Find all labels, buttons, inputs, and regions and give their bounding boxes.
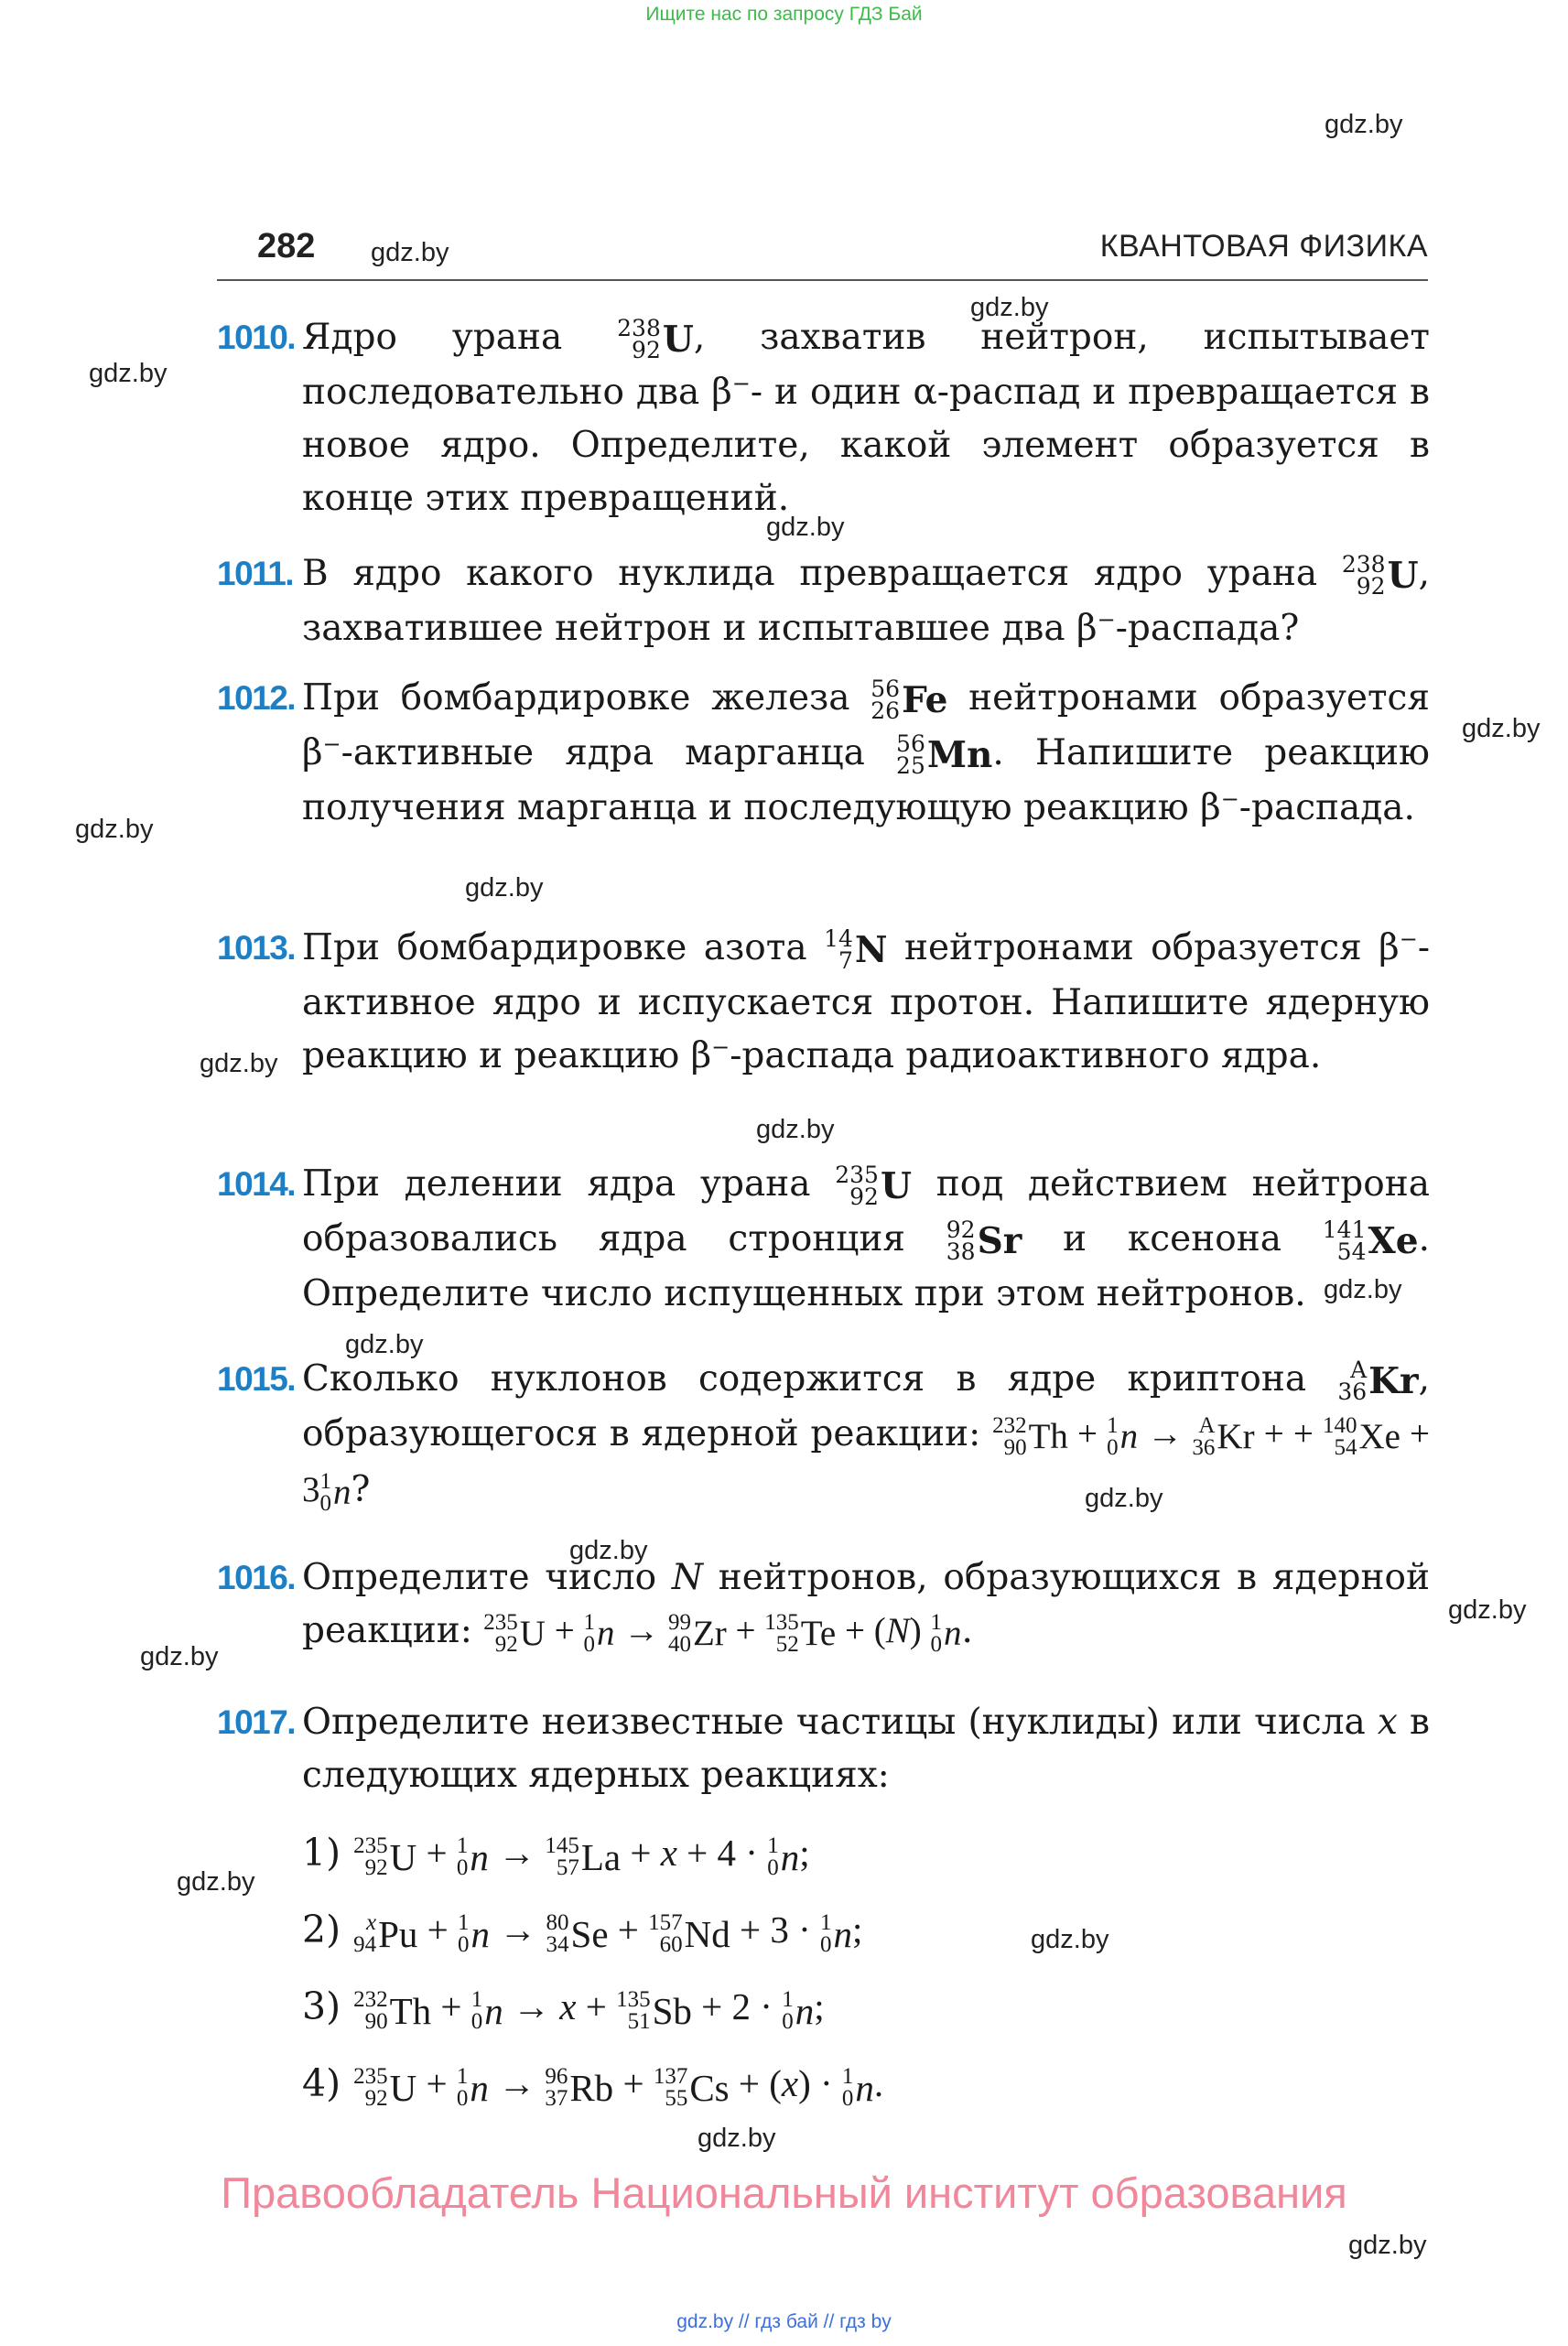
nuclide-u238: 238 92 U bbox=[617, 315, 694, 363]
problem-1017: 1017. Определите неизвестные частицы (нуклиды) или числа x в следующих ядерных реакциях: bbox=[217, 1696, 1430, 1802]
problem-number: 1014. bbox=[217, 1165, 296, 1203]
nuclide-u235: 235 92 U bbox=[835, 1162, 912, 1210]
watermark: gdz.by bbox=[1325, 110, 1403, 139]
watermark: gdz.by bbox=[1462, 714, 1541, 743]
problem-number: 1017. bbox=[217, 1703, 296, 1741]
watermark: gdz.by bbox=[1031, 1925, 1109, 1954]
nuclide-fe56: 56 26 Fe bbox=[871, 676, 948, 724]
nuclide-n14: 14 7 N bbox=[824, 925, 888, 974]
watermark: gdz.by bbox=[970, 293, 1049, 322]
nuclide-mn56: 56 25 Mn bbox=[896, 730, 993, 779]
watermark: gdz.by bbox=[697, 2124, 776, 2153]
problem-number: 1013. bbox=[217, 929, 296, 967]
problem-number: 1011. bbox=[217, 555, 294, 592]
reaction-3: 3) 232 90 Th + 1 0 n → x + 135 51 Sb + 2 · 1 0 n ; bbox=[302, 1984, 825, 2034]
equation: 232 90 Th + 1 0 n → A 36 Kr + + 140 54 Xe + 3 1 0 n bbox=[302, 1413, 1431, 1517]
problem-1013: 1013. При бомбардировке азота 14 7 N нейтронами образуется β−-активное ядро и испускается протон. Напишите ядерную реакцию и реакцию β−-распада радиоактивного ядра. bbox=[217, 922, 1430, 1083]
footer-links[interactable]: gdz.by // гдз бай // гдз by bbox=[676, 2311, 892, 2332]
problem-1015: 1015. Сколько нуклонов содержится в ядре криптона A 36 Kr , образующегося в ядерной реакции: 232 90 Th + 1 0 n → A 36 Kr + + 140 54 Xe + 3 1 0 n ? bbox=[217, 1353, 1430, 1519]
problem-number: 1015. bbox=[217, 1360, 296, 1398]
problem-number: 1010. bbox=[217, 319, 296, 356]
watermark: gdz.by bbox=[756, 1115, 835, 1144]
watermark: gdz.by bbox=[177, 1867, 255, 1897]
watermark: gdz.by bbox=[89, 359, 168, 388]
problem-1012: 1012. При бомбардировке железа 56 26 Fe нейтронами образуется β−-активные ядра марганца 56 25 Mn . Напишите реакцию получения марганца и последующую реакцию β−-распада. bbox=[217, 672, 1430, 835]
watermark: gdz.by bbox=[371, 238, 449, 267]
watermark: gdz.by bbox=[345, 1330, 424, 1359]
reaction-4: 4) 235 92 U + 1 0 n → 96 37 Rb + 137 55 Cs + (x) · 1 0 n . bbox=[302, 2061, 884, 2111]
watermark: gdz.by bbox=[200, 1049, 278, 1078]
watermark: gdz.by bbox=[1324, 1275, 1402, 1304]
watermark: gdz.by bbox=[75, 815, 154, 844]
problem-1010: 1010. Ядро урана 238 92 U , захватив нейтрон, испытывает последовательно два β−- и один α-распад и превращается в новое ядро. Определите, какой элемент образуется в конце этих превращений. bbox=[217, 311, 1430, 525]
watermark: gdz.by bbox=[1348, 2231, 1427, 2260]
page-header bbox=[217, 220, 1428, 281]
top-notice[interactable]: Ищите нас по запросу ГДЗ Бай bbox=[645, 4, 923, 25]
problem-1016: 1016. Определите число N нейтронов, образующихся в ядерной реакции: 235 92 U + 1 0 n → 99 40 Zr + 135 52 Te + (N) 1 0 n . bbox=[217, 1551, 1430, 1660]
equation: 235 92 U + 1 0 n → 99 40 Zr + 135 52 Te + (N) 1 0 n bbox=[483, 1610, 962, 1658]
watermark: gdz.by bbox=[140, 1642, 219, 1671]
problem-1014: 1014. При делении ядра урана 235 92 U под действием нейтрона образовались ядра стронция 92 38 Sr и ксенона 141 54 Xe . Определите число испущенных при этом нейтронов. bbox=[217, 1158, 1430, 1321]
watermark: gdz.by bbox=[1448, 1595, 1527, 1625]
nuclide-kra: A 36 Kr bbox=[1337, 1357, 1419, 1405]
watermark: gdz.by bbox=[1085, 1484, 1163, 1513]
nuclide-u238: 238 92 U bbox=[1341, 551, 1419, 600]
watermark: gdz.by bbox=[766, 513, 845, 542]
watermark: gdz.by bbox=[569, 1536, 648, 1565]
section-title: КВАНТОВАЯ ФИЗИКА bbox=[1099, 229, 1428, 264]
reaction-2: 2) x 94 Pu + 1 0 n → 80 34 Se + 157 60 Nd + 3 · 1 0 n ; bbox=[302, 1908, 863, 1957]
problem-number: 1012. bbox=[217, 679, 296, 717]
watermark: gdz.by bbox=[465, 873, 544, 903]
copyright-notice: Правообладатель Национальный институт образования bbox=[221, 2168, 1347, 2217]
problem-number: 1016. bbox=[217, 1559, 296, 1596]
page-number: 282 bbox=[257, 227, 316, 265]
reaction-1: 1) 235 92 U + 1 0 n → 145 57 La + x + 4 · 1 0 n ; bbox=[302, 1831, 810, 1880]
nuclide-xe141: 141 54 Xe bbox=[1322, 1216, 1419, 1265]
nuclide-sr92: 92 38 Sr bbox=[946, 1216, 1022, 1265]
problem-1011: 1011. В ядро какого нуклида превращается ядро урана 238 92 U , захватившее нейтрон и испытавшее два β−-распада? bbox=[217, 547, 1430, 655]
